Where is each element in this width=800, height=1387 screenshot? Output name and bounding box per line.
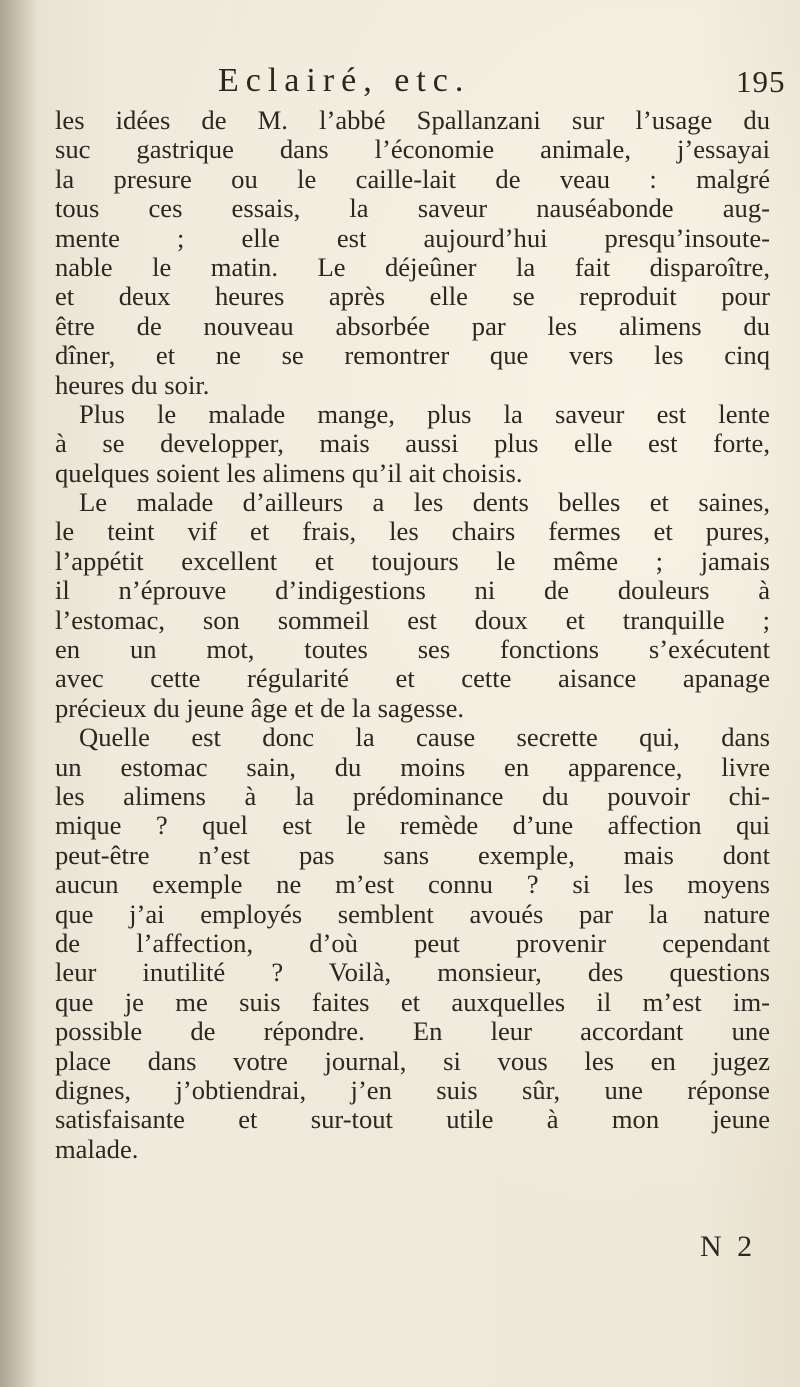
paragraph-1 <box>55 106 770 400</box>
text-line: l’appétit excellent et toujours le même ; jamais <box>55 545 770 576</box>
text-line: leur inutilité ? Voilà, monsieur, des questions <box>55 957 770 988</box>
text-line: mique ? quel est le remède d’une affection qui <box>55 810 770 841</box>
text-line: satisfaisante et sur-tout utile à mon jeune <box>55 1104 770 1135</box>
body-text <box>55 106 770 1164</box>
text-line: Le malade d’ailleurs a les dents belles et saines, <box>79 487 770 518</box>
text-line: Plus le malade mange, plus la saveur est lente <box>79 398 770 429</box>
text-line: suc gastrique dans l’économie animale, j’essayai <box>55 134 770 165</box>
text-line: la presure ou le caille-lait de veau : malgré <box>55 163 770 194</box>
text-line: Quelle est donc la cause secrette qui, dans <box>79 722 770 753</box>
paragraph-3 <box>55 488 770 723</box>
text-line: les alimens à la prédominance du pouvoir chi- <box>55 780 770 811</box>
text-line: tous ces essais, la saveur nauséabonde aug- <box>55 193 770 224</box>
text-line: l’estomac, son sommeil est doux et tranquille ; <box>55 604 770 635</box>
page-number: 195 <box>736 64 786 99</box>
paragraph-2 <box>55 400 770 488</box>
text-line: dîner, et ne se remontrer que vers les cinq <box>55 340 770 371</box>
binding-gutter-shadow <box>0 0 38 1387</box>
text-line: de l’affection, d’où peut provenir cependant <box>55 927 770 958</box>
text-line: nable le matin. Le déjeûner la fait disparoître, <box>55 251 770 282</box>
text-line: peut-être n’est pas sans exemple, mais dont <box>55 839 770 870</box>
text-line: le teint vif et frais, les chairs fermes et pures, <box>55 516 770 547</box>
text-line: aucun exemple ne m’est connu ? si les moyens <box>55 869 770 900</box>
text-line: avec cette régularité et cette aisance apanage <box>55 663 770 694</box>
text-line: mente ; elle est aujourd’hui presqu’insoute- <box>55 222 770 253</box>
text-line: place dans votre journal, si vous les en jugez <box>55 1045 770 1076</box>
text-line: un estomac sain, du moins en apparence, livre <box>55 751 770 782</box>
text-line: en un mot, toutes ses fonctions s’exécutent <box>55 634 770 665</box>
text-line: il n’éprouve d’indigestions ni de douleurs à <box>55 575 770 606</box>
text-line: dignes, j’obtiendrai, j’en suis sûr, une réponse <box>55 1074 770 1105</box>
signature-mark: N 2 <box>700 1230 757 1263</box>
text-line: que j’ai employés semblent avoués par la nature <box>55 898 770 929</box>
text-line: malade. <box>55 1133 139 1164</box>
text-line: les idées de M. l’abbé Spallanzani sur l’usage du <box>55 105 770 135</box>
text-line: précieux du jeune âge et de la sagesse. <box>55 692 465 723</box>
text-line: possible de répondre. En leur accordant une <box>55 1016 770 1047</box>
text-line: que je me suis faites et auxquelles il m’est im- <box>55 986 770 1017</box>
text-line: heures du soir. <box>55 369 210 400</box>
text-line: quelques soient les alimens qu’il ait choisis. <box>55 457 523 488</box>
paragraph-4 <box>55 723 770 1164</box>
text-line: être de nouveau absorbée par les alimens du <box>55 310 770 341</box>
text-line: à se developper, mais aussi plus elle est forte, <box>55 428 770 459</box>
text-line: et deux heures après elle se reproduit pour <box>55 281 770 312</box>
running-head-title: Eclairé, etc. <box>218 62 471 99</box>
running-head <box>0 62 800 102</box>
